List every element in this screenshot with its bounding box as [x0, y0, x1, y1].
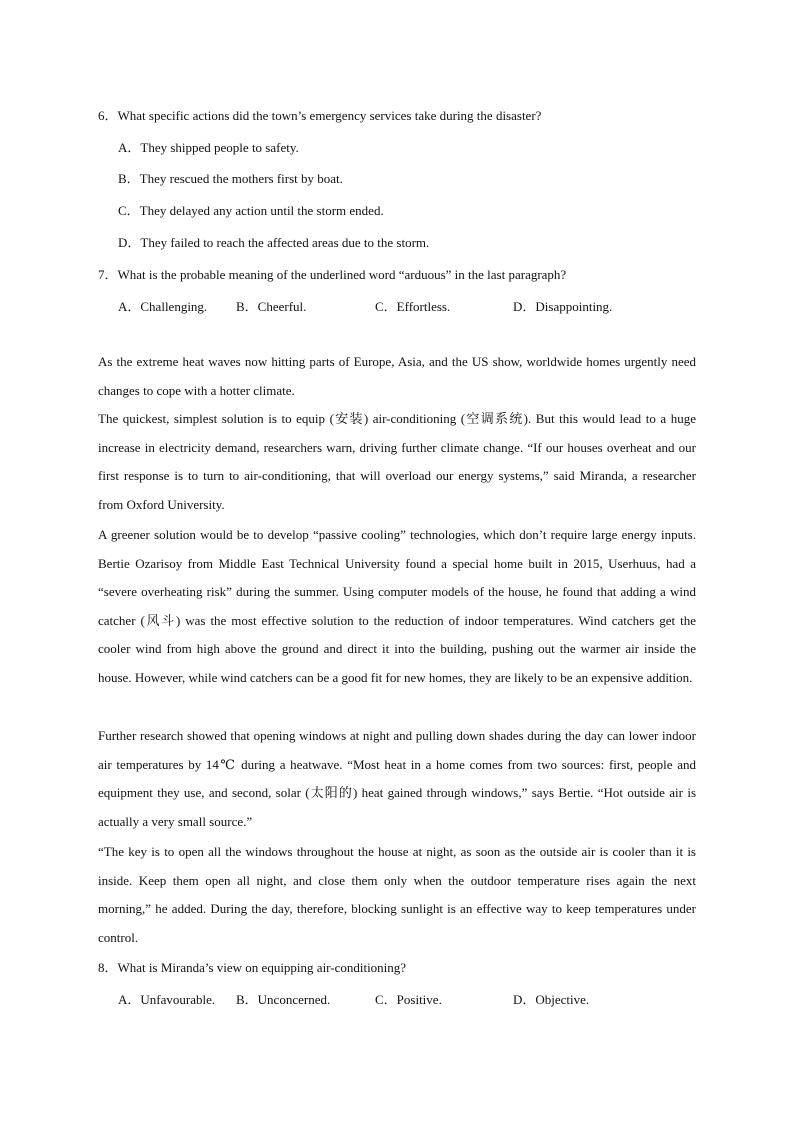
question-8-options [118, 992, 589, 1008]
question-8-option-c: C．Positive. [375, 992, 442, 1007]
question-7-option-d: D．Disappointing. [513, 299, 613, 314]
question-8-option-b: B．Unconcerned. [236, 992, 331, 1007]
question-7-options [118, 299, 612, 315]
passage-paragraph-3: A greener solution would be to develop “passive cooling” technologies, which don’t require large energy inputs. Bertie Ozarisoy from Middle East Technical University found a special home built in 2015, Userhuus, had a “severe overheating risk” during the summer. Using computer models of the house, he found that adding a wind catcher (风斗) was the most effective solution to the reduction of indoor temperatures. Wind catchers get the cooler wind from high above the ground and direct it into the building, pushing out the warmer air inside the house. However, while wind catchers can be a good fit for new homes, they are likely to be an expensive addition. [98, 527, 696, 685]
question-6-option-c: C．They delayed any action until the storm ended. [118, 203, 384, 218]
question-6-option-d: D．They failed to reach the affected areas due to the storm. [118, 235, 430, 250]
passage-paragraph-5: “The key is to open all the windows throughout the house at night, as soon as the outside air is cooler than it is inside. Keep them open all night, and close them only when the outdoor temperature rises again the next morning,” he added. During the day, therefore, blocking sunlight is an effective way to keep temperatures under control. [98, 844, 696, 945]
question-6-option-a: A．They shipped people to safety. [118, 140, 299, 155]
passage-paragraph-2: The quickest, simplest solution is to equip (安装) air-conditioning (空调系统). But this would lead to a huge increase in electricity demand, researchers warn, driving further climate change. “If our houses overheat and our first response is to turn to air-conditioning, that will overload our energy systems,” said Miranda, a researcher from Oxford University. [98, 411, 696, 512]
passage-paragraph-1: As the extreme heat waves now hitting parts of Europe, Asia, and the US show, worldwide homes urgently need changes to cope with a hotter climate. [98, 354, 696, 398]
question-7-option-b: B．Cheerful. [236, 299, 307, 314]
question-7-stem: 7．What is the probable meaning of the underlined word “arduous” in the last paragraph? [98, 267, 567, 282]
question-8-stem: 8．What is Miranda’s view on equipping air-conditioning? [98, 960, 407, 975]
question-8-option-d: D．Objective. [513, 992, 590, 1007]
question-7-option-c: C．Effortless. [375, 299, 451, 314]
passage-paragraph-4: Further research showed that opening windows at night and pulling down shades during the day can lower indoor air temperatures by 14℃ during a heatwave. “Most heat in a home comes from two sources: first, people and equipment they use, and second, solar (太阳的) heat gained through windows,” says Bertie. “Hot outside air is actually a very small source.” [98, 728, 696, 829]
question-6-option-b: B．They rescued the mothers first by boat. [118, 171, 343, 186]
question-7-option-a: A．Challenging. [118, 299, 208, 314]
question-8-option-a: A．Unfavourable. [118, 992, 216, 1007]
question-6-stem: 6．What specific actions did the town’s emergency services take during the disaster? [98, 108, 542, 123]
